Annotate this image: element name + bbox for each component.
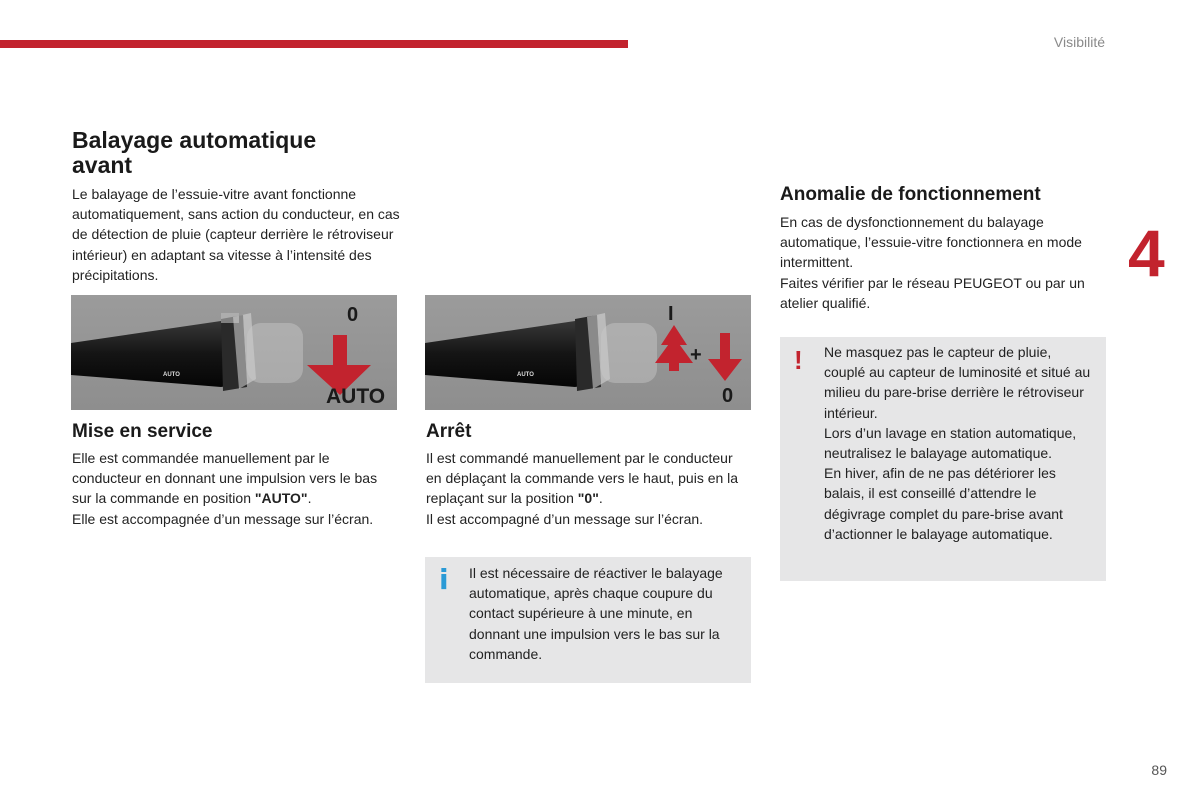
position-one-label: I: [668, 303, 674, 325]
section-heading-arret: Arrêt: [426, 421, 472, 442]
info-icon: i: [439, 563, 449, 596]
mise-en-service-text: Elle est commandée manuellement par le conducteur en donnant une impulsion vers le bas sur la commande en position: [72, 450, 378, 507]
position-auto-label: AUTO: [326, 385, 386, 408]
stalk-end-ghost: [247, 323, 303, 383]
mise-en-service-position: "AUTO": [254, 490, 308, 507]
arret-position: "0": [577, 490, 599, 507]
page-title-line2: avant: [72, 152, 133, 178]
arret-paragraph: [426, 448, 751, 529]
mise-en-service-period: .: [307, 490, 312, 507]
arret-message: Il est accompagné d’un message sur l’écran.: [426, 510, 704, 527]
arret-period: .: [598, 490, 603, 507]
warning-text-3: En hiver, afin de ne pas détériorer les balais, il est conseillé d’attendre le dégivrage complet du pare-brise avant d’actionner le balayage automatique.: [824, 465, 1063, 542]
warning-text-2: Lors d’un lavage en station automatique, neutralisez le balayage automatique.: [824, 424, 1077, 462]
position-zero-label: 0: [722, 385, 734, 407]
warning-icon: !: [794, 345, 803, 375]
stalk-body: [425, 319, 601, 387]
page-number: 89: [1151, 762, 1167, 778]
plus-sign: +: [690, 344, 702, 366]
info-note: [425, 557, 751, 683]
stalk-auto-mark: AUTO: [517, 372, 534, 378]
stalk-auto-mark: AUTO: [163, 372, 180, 378]
up-arrow-shaft: [661, 325, 687, 371]
anomalie-paragraph: [780, 212, 1105, 313]
intro-paragraph: Le balayage de l’essuie-vitre avant fonctionne automatiquement, sans action du conducteur, en cas de détection de pluie (capteur derrière le rétroviseur intérieur) en adaptant sa vitesse à l’intensité des précipitations.: [72, 186, 400, 283]
section-label: Visibilité: [1053, 34, 1105, 50]
anomalie-text-1: En cas de dysfonctionnement du balayage automatique, l’essuie-vitre fonctionnera en mode intermittent.: [780, 214, 1082, 271]
info-note-text: Il est nécessaire de réactiver le balayage automatique, après chaque coupure du contact supérieure à une minute, en donnant une impulsion vers le bas sur la commande.: [469, 565, 723, 662]
warning-note: [780, 337, 1106, 581]
stalk-body: [71, 319, 247, 387]
section-heading-anomalie: Anomalie de fonctionnement: [780, 184, 1041, 205]
warning-text-1: Ne masquez pas le capteur de pluie, couplé au capteur de luminosité et situé au milieu du pare-brise derrière le rétroviseur intérieur.: [824, 344, 1091, 421]
down-arrow-icon: [708, 333, 742, 381]
section-heading-mise-en-service: Mise en service: [72, 421, 213, 442]
stalk-image-on: [71, 295, 397, 410]
stalk-image-off: [425, 295, 751, 410]
stalk-illustration-off: [425, 295, 751, 410]
page-title-line1: Balayage automatique: [72, 127, 317, 153]
arret-text: Il est commandé manuellement par le conducteur en déplaçant la commande vers le haut, puis en la replaçant sur la position: [426, 450, 739, 507]
position-zero-label: 0: [347, 304, 359, 326]
chapter-number: 4: [1128, 216, 1165, 290]
mise-en-service-message: Elle est accompagnée d’un message sur l’écran.: [72, 510, 374, 527]
anomalie-text-2: Faites vérifier par le réseau PEUGEOT ou par un atelier qualifié.: [780, 274, 1085, 311]
warning-note-text: [824, 342, 1096, 544]
header-red-bar: [0, 40, 628, 48]
mise-en-service-paragraph: [72, 448, 397, 529]
stalk-illustration-on: [71, 295, 397, 410]
page-title: [72, 128, 402, 178]
stalk-end-ghost: [601, 323, 657, 383]
